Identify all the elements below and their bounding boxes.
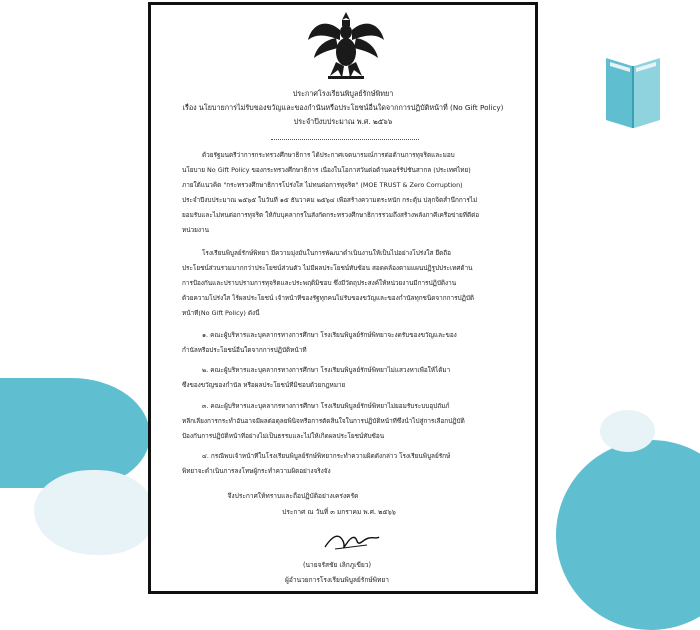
document-header-fiscal-year: ประจำปีงบประมาณ พ.ศ. ๒๕๖๖ bbox=[293, 117, 393, 126]
announcement-date: ประกาศ ณ วันที่ ๓ มกราคม พ.ศ. ๒๕๖๖ bbox=[282, 508, 396, 516]
paragraph-1-line-4: ประจำปีงบประมาณ ๒๕๖๕ ในวันที่ ๑๕ ธันวาคม ๒๕๖๔ เพื่อสร้างความตระหนัก กระตุ้น ปลุกจิตสำนึกการไม่ bbox=[182, 196, 478, 204]
item-1-line-2: กำนัลหรือประโยชน์อื่นใดจากการปฏิบัติหน้าที่ bbox=[182, 346, 307, 354]
paragraph-2-line-3: การป้องกันและปราบปรามการทุจริตและประพฤติมิชอบ ซึ่งมีวัตถุประสงค์ให้หน่วยงานมีการปฏิบัติงาน bbox=[182, 279, 457, 287]
item-1-line-1: ๑. คณะผู้บริหารและบุคลากรทางการศึกษา โรงเรียนพิบูลย์รักษ์พิทยาจะงดรับของขวัญและของ bbox=[202, 331, 457, 339]
paragraph-2-line-4: ด้วยความโปร่งใส ไร้ผลประโยชน์ เจ้าหน้าที่ของรัฐทุกคนไม่รับของขวัญและของกำนัลทุกชนิดจากการปฏิบัติ bbox=[182, 294, 475, 302]
signer-name: (นายจรัสชัย เลิกภูเขียว) bbox=[302, 561, 372, 569]
garuda-emblem-icon bbox=[306, 10, 386, 82]
paragraph-1-line-5: ยอมรับและไม่ทนต่อการทุจริต ให้กับบุคลากรในสังกัดกระทรวงศึกษาธิการรวมถึงสร้างพลังภาคีเครือข่ายที่ดีต่อ bbox=[182, 211, 480, 219]
document-header-subject: เรื่อง นโยบายการไม่รับของขวัญและของกำนันหรือประโยชน์อื่นใดจากการปฏิบัติหน้าที่ (No Gift Policy) bbox=[182, 103, 504, 112]
item-2-line-2: ซึ่งของขวัญของกำนัล หรือผลประโยชน์ที่มิชอบด้วยกฎหมาย bbox=[182, 381, 346, 389]
closing-announcement: จึงประกาศให้ทราบและถือปฏิบัติอย่างเคร่งครัด bbox=[227, 492, 359, 500]
decor-blob-left-light bbox=[34, 470, 154, 555]
document-header-title: ประกาศโรงเรียนพิบูลย์รักษ์พิทยา bbox=[292, 89, 394, 98]
paragraph-2-line-1: โรงเรียนพิบูลย์รักษ์พิทยา มีความมุ่งมั่นในการพัฒนาดำเนินงานให้เป็นไปอย่างโปร่งใส ยึดถือ bbox=[202, 249, 452, 257]
paragraph-2-line-5: หน้าที่(No Gift Policy) ดังนี้ bbox=[182, 309, 260, 317]
item-3-line-2: หลีกเลี่ยงการกระทำอันอาจมีผลต่อดุลยพินิจหรือการตัดสินใจในการปฏิบัติหน้าที่ซึ่งนำไปสู่การเลือกปฏิบัติ bbox=[182, 417, 465, 425]
handwritten-signature bbox=[321, 529, 381, 555]
signer-position: ผู้อำนวยการโรงเรียนพิบูลย์รักษ์พิทยา bbox=[285, 576, 389, 584]
item-3-line-3: ป้องกันการปฏิบัติหน้าที่อย่างไม่เป็นธรรมและไม่ให้เกิดผลประโยชน์ทับซ้อน bbox=[182, 432, 385, 440]
announcement-document bbox=[148, 2, 538, 594]
paragraph-1-line-6: หน่วยงาน bbox=[182, 226, 209, 234]
item-2-line-1: ๒. คณะผู้บริหารและบุคลากรทางการศึกษา โรงเรียนพิบูลย์รักษ์พิทยาไม่แสวงหาเพื่อให้ได้มา bbox=[202, 366, 451, 374]
paragraph-2-line-2: ประโยชน์ส่วนรวมมากกว่าประโยชน์ส่วนตัว ไม่มีผลประโยชน์ทับซ้อน สอดคล้องตามแผนปฏิรูปประเทศด้าน bbox=[182, 264, 473, 272]
item-4-line-1: ๔. กรณีพบเจ้าหน้าที่ในโรงเรียนพิบูลย์รักษ์พิทยากระทำความผิดดังกล่าว โรงเรียนพิบูลย์รักษ์ bbox=[202, 452, 451, 460]
paragraph-1-line-1: ด้วยรัฐมนตรีว่าการกระทรวงศึกษาธิการ ได้ประกาศเจตนารมณ์การต่อต้านการทุจริตและมอบ bbox=[202, 151, 455, 159]
decor-blob-right bbox=[556, 440, 700, 630]
decor-blob-right-light bbox=[600, 410, 655, 452]
header-separator bbox=[271, 139, 419, 140]
paragraph-1-line-2: นโยบาย No Gift Policy ของกระทรวงศึกษาธิการ เนื่องในโอกาสวันต่อต้านคอร์รัปชันสากล (ประเทศไทย) bbox=[182, 166, 471, 174]
item-4-line-2: พิทยาจะดำเนินการลงโทษผู้กระทำความผิดอย่างจริงจัง bbox=[182, 467, 331, 475]
item-3-line-1: ๓. คณะผู้บริหารและบุคลากรทางการศึกษา โรงเรียนพิบูลย์รักษ์พิทยาไม่ยอมรับระบบอุปถัมภ์ bbox=[202, 402, 450, 410]
paragraph-1-line-3: ภายใต้แนวคิด "กระทรวงศึกษาธิการโปร่งใส ไม่ทนต่อการทุจริต" (MOE TRUST & Zero Corruption) bbox=[182, 181, 463, 189]
open-book-icon bbox=[598, 48, 668, 134]
